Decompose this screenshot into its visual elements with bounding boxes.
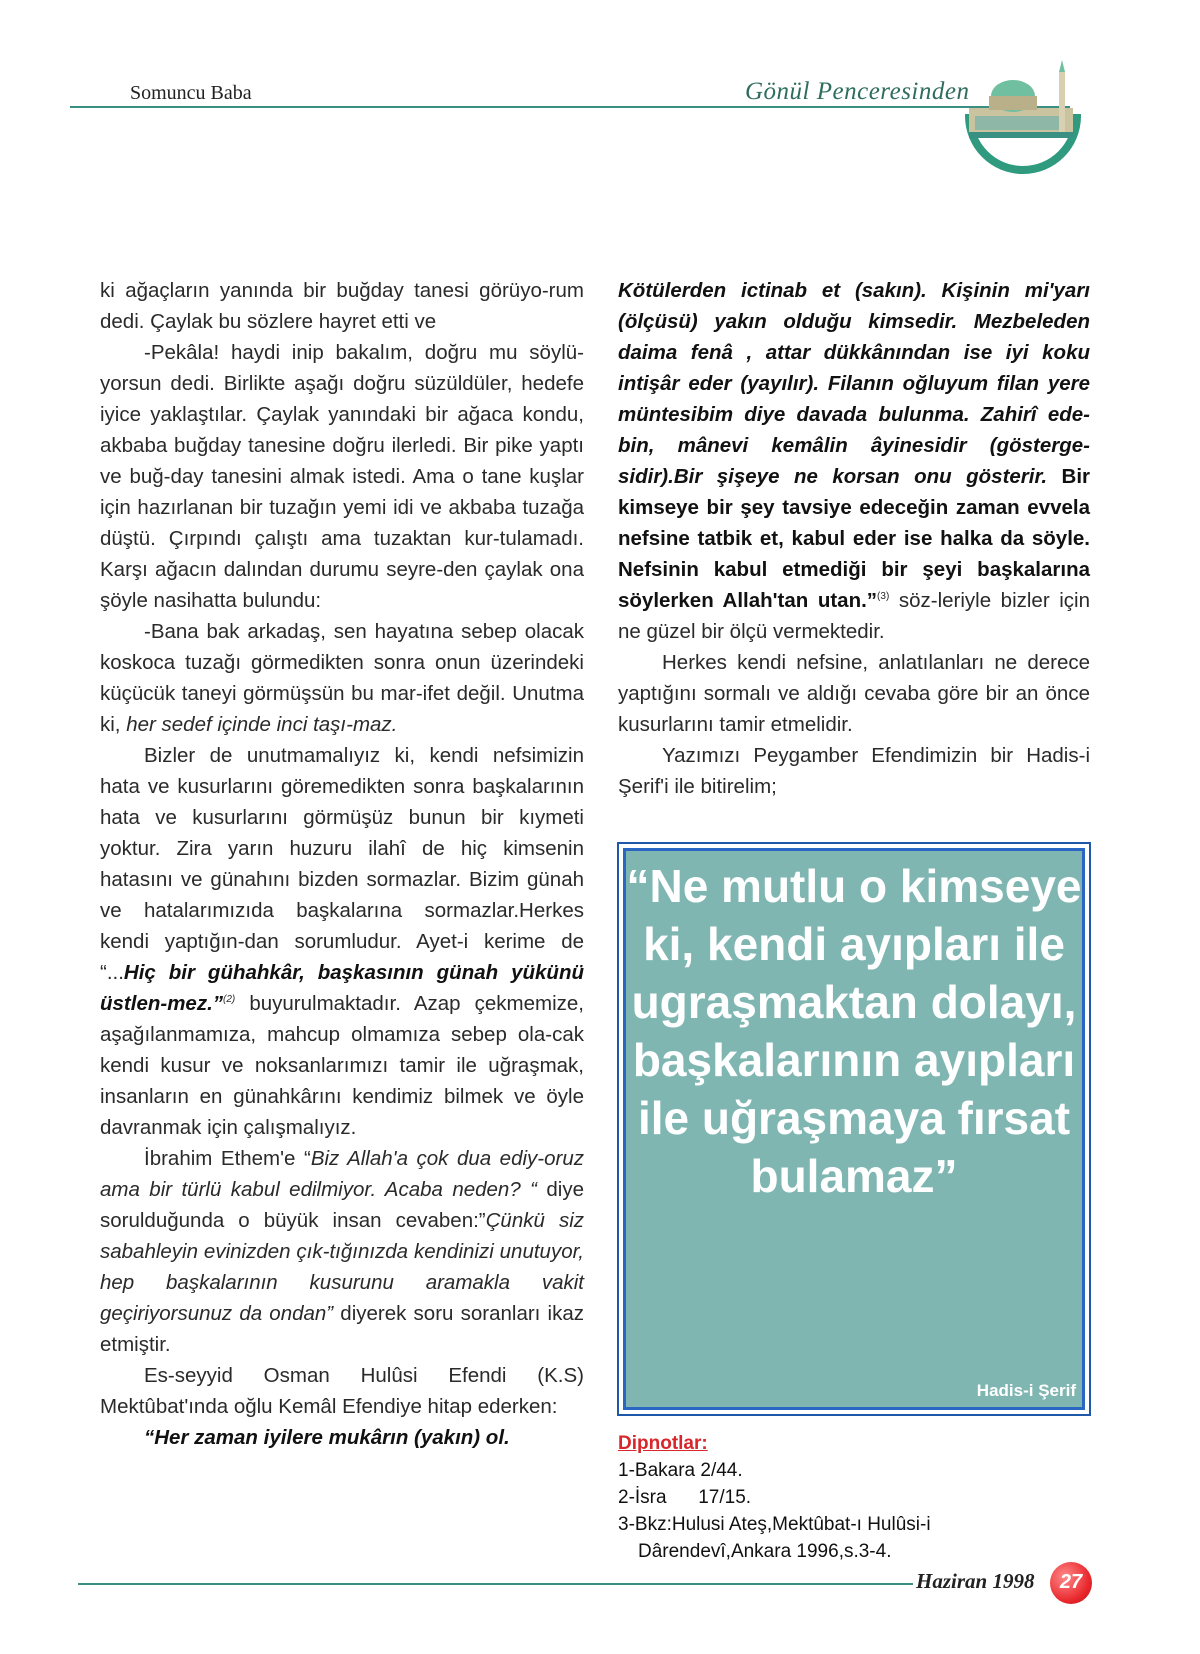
page-number-badge: 27 bbox=[1050, 1562, 1092, 1604]
paragraph: ki ağaçların yanında bir buğday tanesi görüyo-rum dedi. Çaylak bu sözlere hayret etti ve bbox=[100, 279, 584, 333]
paragraph: -Pekâla! haydi inip bakalım, doğru mu söylü-yorsun dedi. Birlikte aşağı doğru süzüldüler, hedefe iyice yaklaştılar. Çaylak yanındaki bir ağaca kondu, akbaba buğday tanesine doğru ilerledi. Bir pike yaptı ve buğ-day tanesini almak istedi. Ama o tane kuşlar için hazırlanan bir tuzağın yemi idi ve akbaba tuzağa düştü. Çırpındı çalıştı ama tuzaktan kur-tulamadı. Karşı ağacın dalından durumu seyre-den çaylak ona şöyle nasihatta bulundu: bbox=[100, 341, 584, 612]
text-span: Bizler de unutmamalıyız ki, kendi nefsimizin hata ve kusurlarını göremedikten sonra başkalarının hata ve kusurlarını görmüşüz bunun bir kıymeti yoktur. Zira yarın huzuru ilahî de hiç kimsenin hatasını ve günahını bizden sormazlar. Bizim günah ve hatalarımızıda başkalarına sormazlar.Herkes kendi yaptığın-dan sorumludur. Ayet-i kerime de “... bbox=[100, 744, 584, 984]
footnote-item: 2-İsra 17/15. bbox=[618, 1487, 752, 1508]
footnotes-title: Dipnotlar: bbox=[618, 1433, 708, 1454]
paragraph: Herkes kendi nefsine, anlatılanları ne derece yaptığını sormalı ve aldığı cevaba göre bir an önce kusurlarını tamir etmelidir. bbox=[618, 651, 1090, 736]
paragraph bbox=[100, 616, 584, 740]
hadith-quote-text: “Ne mutlu o kimseye ki, kendi ayıpları ile ugraşmaktan dolayı, başkalarının ayıpları ile uğraşmaya fırsat bulamaz” bbox=[626, 860, 1082, 1202]
article-left-column bbox=[100, 275, 584, 1453]
issue-date: Haziran 1998 bbox=[916, 1569, 1035, 1593]
quote-text: Kötülerden ictinab et (sakın). Kişinin mi'yarı (ölçüsü) yakın olduğu kimsedir. Mezbeleden daima fenâ , attar dükkânından ise iyi koku intişâr eder (yayılır). Filanın oğluyum filan yere müntesibim diye davada bulunma. Zahirî ede-bin, mânevi kemâlin âyinesidir (gösterge-sidir).Bir şişeye ne korsan onu gösterir. bbox=[618, 279, 1090, 488]
paragraph: “Her zaman iyilere mukârın (yakın) ol. bbox=[144, 1426, 510, 1449]
italic-text: Biz Allah'a çok dua ediy-oruz ama bir türlü kabul edilmiyor. Acaba neden? “ bbox=[100, 1147, 584, 1201]
text-span: söz-leriyle bizler için ne güzel bir ölçü vermektedir. bbox=[618, 589, 1090, 643]
text-span: diye sorulduğunda o büyük insan cevaben:” bbox=[100, 1178, 584, 1232]
text-span: buyurulmaktadır. Azap çekmemize, aşağılanmamıza, mahcup olmamıza sebep ola-cak kendi kusur ve noksanlarımızı tamir ile uğraşmak, insanların en günahkârını kendimiz bilmek ve öyle davranmak için çalışmalıyız. bbox=[100, 992, 584, 1139]
quote-source: Hadis-i Şerif bbox=[976, 1381, 1076, 1400]
article-right-column bbox=[618, 275, 1090, 802]
footnote-ref: (3) bbox=[877, 591, 890, 603]
text-span: İbrahim Ethem'e “ bbox=[144, 1147, 311, 1170]
text-span: diyerek soru soranları ikaz etmiştir. bbox=[100, 1302, 584, 1356]
footnotes bbox=[618, 1430, 1090, 1565]
italic-text: Çünkü siz sabahleyin evinizden çık-tığınızda kendinizi unutuyor, hep başkalarının kusurunu aramakla vakit geçiriyorsunuz da ondan” bbox=[100, 1209, 584, 1325]
bold-text: Bir kimseye bir şey tavsiye edeceğin zaman evvela nefsine tatbik et, kabul eder ise halka da söyle. Nefsinin kabul etmediği bir şeyi başkalarına söylerken Allah'tan utan.” bbox=[618, 465, 1090, 612]
footnote-ref: (2) bbox=[223, 994, 236, 1006]
section-title: Gönül Penceresinden bbox=[745, 78, 970, 105]
footer-rule bbox=[78, 1583, 913, 1585]
paragraph: Es-seyyid Osman Hulûsi Efendi (K.S) Mektûbat'ında oğlu Kemâl Efendiye hitap ederken: bbox=[100, 1364, 584, 1418]
magazine-title: Somuncu Baba bbox=[130, 82, 252, 104]
paragraph bbox=[100, 1143, 584, 1360]
paragraph: Yazımızı Peygamber Efendimizin bir Hadis-i Şerif'i ile bitirelim; bbox=[618, 744, 1090, 798]
header-rule bbox=[70, 106, 1070, 108]
mosque-logo-icon bbox=[955, 56, 1095, 176]
verse-quote: Hiç bir gühahkâr, başkasının günah yükünü üstlen-mez.” bbox=[100, 961, 584, 1015]
footnote-item: 1-Bakara 2/44. bbox=[618, 1460, 743, 1481]
text-span: -Bana bak arkadaş, sen hayatına sebep olacak koskoca tuzağı görmedikten sonra onun üzerindeki küçücük taneyi görmüşsün bu mar-ifet değil. Unutma ki, bbox=[100, 620, 584, 736]
hadith-quote-box bbox=[617, 842, 1091, 1416]
italic-text: her sedef içinde inci taşı-maz. bbox=[126, 713, 398, 736]
footnote-item: 3-Bkz:Hulusi Ateş,Mektûbat-ı Hulûsi-i bbox=[618, 1514, 931, 1535]
paragraph bbox=[618, 275, 1090, 647]
paragraph bbox=[100, 740, 584, 1143]
quote-panel bbox=[623, 848, 1085, 1410]
footnote-item-continued: Dârendevî,Ankara 1996,s.3-4. bbox=[638, 1541, 892, 1562]
